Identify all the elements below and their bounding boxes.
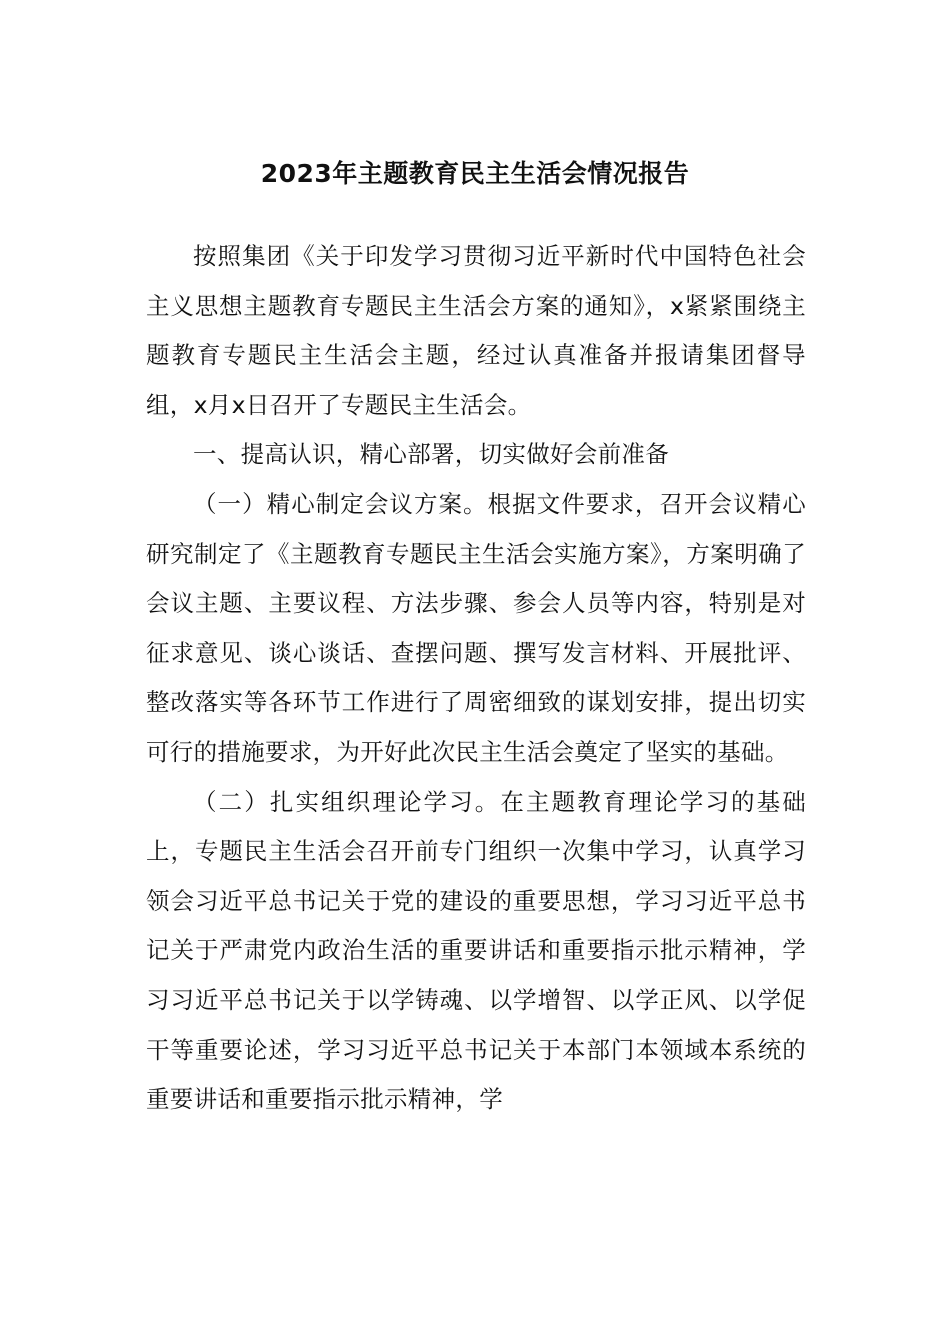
section-heading-1: 一、提高认识，精心部署，切实做好会前准备 xyxy=(193,440,669,469)
document-body xyxy=(146,232,806,1125)
document-title: 2023年主题教育民主生活会情况报告 xyxy=(260,159,690,188)
subsection-paragraph-1: （一）精心制定会议方案。根据文件要求，召开会议精心研究制定了《主题教育专题民主生活会实施方案》，方案明确了会议主题、主要议程、方法步骤、参会人员等内容，特别是对征求意见、谈心谈话、查摆问题、撰写发言材料、开展批评、整改落实等各环节工作进行了周密细致的谋划安排，提出切实可行的措施要求，为开好此次民主生活会奠定了坚实的基础。 xyxy=(146,489,806,766)
subsection-paragraph-2: （二）扎实组织理论学习。在主题教育理论学习的基础上，专题民主生活会召开前专门组织一次集中学习，认真学习领会习近平总书记关于党的建设的重要思想，学习习近平总书记关于严肃党内政治生活的重要讲话和重要指示批示精神，学习习近平总书记关于以学铸魂、以学增智、以学正风、以学促干等重要论述，学习习近平总书记关于本部门本领域本系统的重要讲话和重要指示批示精神，学 xyxy=(146,787,806,1114)
intro-paragraph: 按照集团《关于印发学习贯彻习近平新时代中国特色社会主义思想主题教育专题民主生活会方案的通知》，x紧紧围绕主题教育专题民主生活会主题，经过认真准备并报请集团督导组，x月x日召开了专题民主生活会。 xyxy=(146,242,806,419)
